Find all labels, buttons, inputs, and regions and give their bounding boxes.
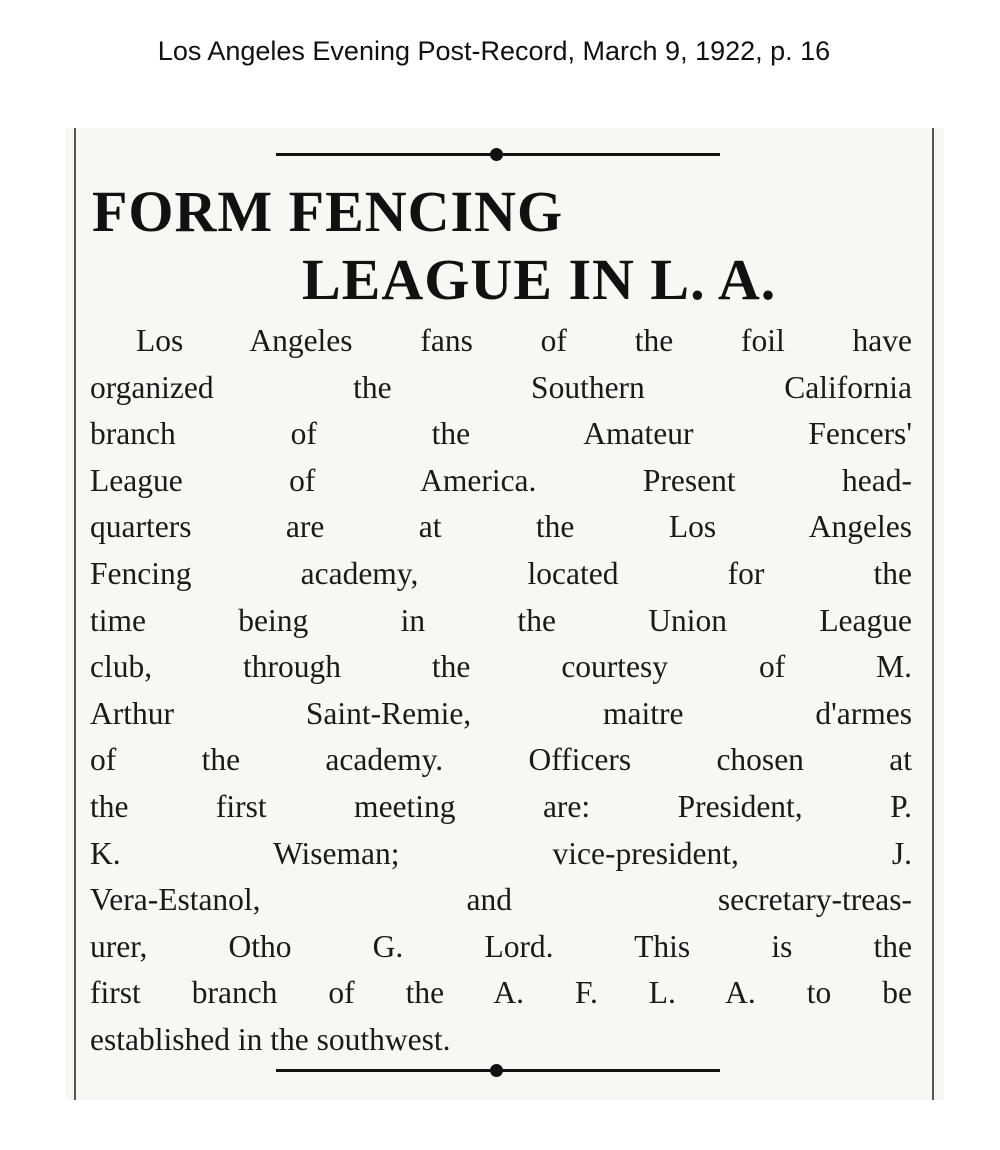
body-line: Los Angeles fans of the foil have: [136, 323, 912, 358]
headline-line-2: LEAGUE IN L. A.: [302, 247, 777, 312]
bottom-dash-rule: [276, 1069, 720, 1072]
body-line: K. Wiseman; vice-president, J.: [90, 835, 912, 871]
body-line: the first meeting are: President, P.: [90, 788, 912, 824]
article-body: [90, 318, 912, 1064]
body-line: Arthur Saint-Remie, maitre d'armes: [90, 695, 912, 731]
left-column-rule: [74, 128, 76, 1100]
body-line: League of America. Present head-: [90, 462, 912, 498]
body-line: Fencing academy, located for the: [90, 555, 912, 591]
body-line: time being in the Union League: [90, 602, 912, 638]
body-line: established in the southwest.: [90, 1021, 451, 1057]
body-line: of the academy. Officers chosen at: [90, 742, 912, 778]
rule-dot: [490, 1064, 503, 1077]
right-column-rule: [932, 128, 934, 1100]
body-line: quarters are at the Los Angeles: [90, 509, 912, 545]
body-line: branch of the Amateur Fencers': [90, 416, 912, 452]
newspaper-clipping: [66, 128, 944, 1100]
body-line: organized the Southern California: [90, 369, 912, 405]
source-caption: Los Angeles Evening Post-Record, March 9, 1922, p. 16: [157, 36, 831, 66]
top-dash-rule: [276, 153, 720, 156]
body-line: first branch of the A. F. L. A. to be: [90, 975, 912, 1011]
headline-line-1: FORM FENCING: [92, 179, 564, 244]
rule-dot: [490, 148, 503, 161]
body-line: Vera-Estanol, and secretary-treas-: [90, 882, 912, 918]
body-line: urer, Otho G. Lord. This is the: [90, 928, 912, 964]
body-line: club, through the courtesy of M.: [90, 649, 912, 685]
